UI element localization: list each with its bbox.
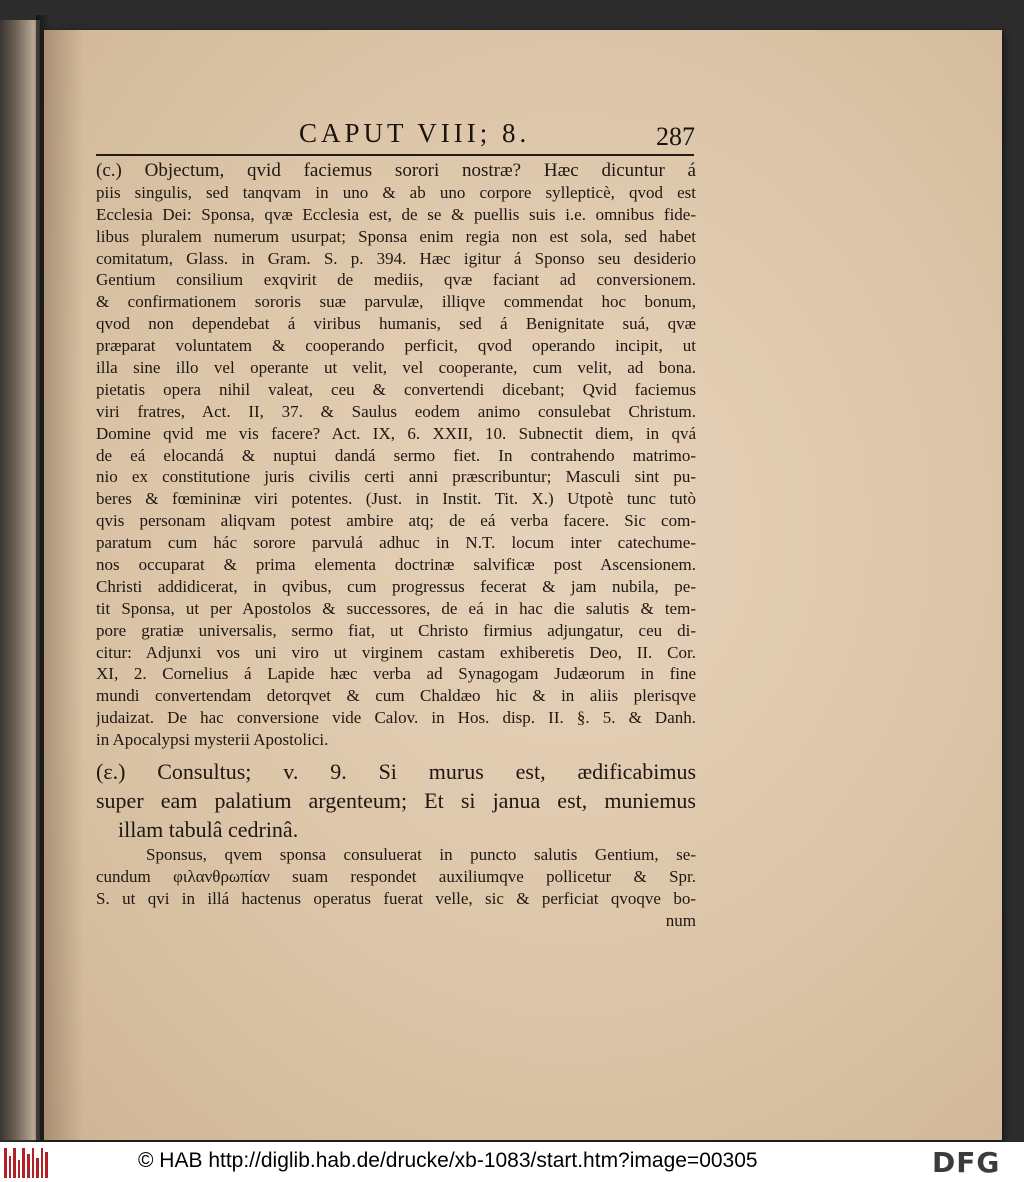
text-line: cundum φιλανθρωπίαν suam respondet auxiliumqve pollicetur & Spr. [96, 866, 696, 886]
text-line: XI, 2. Cornelius á Lapide hæc verba ad Synagogam Judæorum in fine [96, 664, 696, 684]
text-line: mundi convertendam detorqvet & cum Chaldæo hic & in aliis plerisqve [96, 686, 696, 706]
copyright-link[interactable]: © HAB http://diglib.hab.de/drucke/xb-1083/start.htm?image=00305 [138, 1149, 758, 1172]
text-line: qvod non dependebat á viribus humanis, sed á Benignitate suá, qvæ [96, 314, 696, 334]
text-line: viri fratres, Act. II, 37. & Saulus eodem animo consulebat Christum. [96, 401, 696, 421]
text-line: nio ex constitutione juris civilis certi anni præscribuntur; Masculi sint pu- [96, 467, 696, 487]
text-line: citur: Adjunxi vos uni viro ut virginem castam exhiberetis Deo, II. Cor. [96, 642, 696, 662]
adjacent-page-edge [0, 20, 40, 1140]
text-line: (c.) Objectum, qvid faciemus sorori nostræ? Hæc dicuntur á [96, 160, 696, 181]
text-line: Gentium consilium exqvirit de mediis, qvæ faciant ad conversionem. [96, 270, 696, 290]
page-gutter-shade [44, 30, 84, 1140]
running-head: CAPUT VIII; 8. [299, 118, 531, 148]
viewer-footer [0, 1142, 1024, 1182]
text-line: judaizat. De hac conversione vide Calov. in Hos. disp. II. §. 5. & Danh. [96, 708, 696, 728]
text-line: Domine qvid me vis facere? Act. IX, 6. XXII, 10. Subnectit diem, in qvá [96, 423, 696, 443]
text-line: in Apocalypsi mysterii Apostolici. [96, 730, 329, 750]
dfg-logo-icon[interactable]: DFG [932, 1146, 1001, 1179]
text-line: illa sine illo vel operante ut velit, vel cooperante, cum velit, ad bona. [96, 358, 696, 378]
text-line: Ecclesia Dei: Sponsa, qvæ Ecclesia est, de se & puellis suis i.e. omnibus fide- [96, 204, 696, 224]
text-line: tit Sponsa, ut per Apostolos & successores, de eá in hac die salutis & tem- [96, 598, 696, 618]
text-line: piis singulis, sed tanqvam in uno & ab uno corpore syllepticè, qvod est [96, 182, 696, 202]
text-line: qvis personam aliqvam potest ambire atq; de eá verba facere. Sic com- [96, 511, 696, 531]
text-line: beres & fœmininæ viri potentes. (Just. in Instit. Tit. X.) Utpotè tunc tutò [96, 489, 696, 509]
text-line: Sponsus, qvem sponsa consuluerat in puncto salutis Gentium, se- [146, 845, 696, 865]
text-line: libus pluralem numerum usurpat; Sponsa enim regia non est sola, sed habet [96, 226, 696, 246]
section-heading-line: super eam palatium argenteum; Et si janua est, muniemus [96, 788, 696, 814]
text-line: comitatum, Glass. in Gram. S. p. 394. Hæc igitur á Sponso seu desiderio [96, 248, 696, 268]
text-line: de eá elocandá & nuptui dandá sermo fiet. In contrahendo matrimo- [96, 445, 696, 465]
text-line: S. ut qvi in illá hactenus operatus fuerat velle, sic & perficiat qvoqve bo- [96, 888, 696, 908]
page-number: 287 [656, 122, 695, 151]
text-line: Christi addidicerat, in qvibus, cum progressus fecerat & jam nubila, pe- [96, 576, 696, 596]
text-line: paratum cum hác sorore parvulá adhuc in N.T. locum inter catechume- [96, 533, 696, 553]
text-line: & confirmationem sororis suæ parvulæ, illiqve commendat hoc bonum, [96, 292, 696, 312]
text-line: præparat voluntatem & cooperando perficit, qvod operando incipit, ut [96, 336, 696, 356]
text-line: pietatis opera nihil valeat, ceu & convertendi dicebant; Qvid faciemus [96, 379, 696, 399]
body-text [96, 160, 696, 932]
header-rule [96, 154, 694, 156]
catchword: num [665, 910, 696, 930]
hab-logo-icon[interactable] [4, 1146, 48, 1178]
section-heading-line: illam tabulâ cedrinâ. [118, 817, 299, 843]
text-line: pore gratiæ universalis, sermo fiat, ut Christo firmius adjungatur, ceu di- [96, 620, 696, 640]
book-page [44, 30, 1002, 1140]
section-heading-line: (ε.) Consultus; v. 9. Si murus est, ædificabimus [96, 759, 696, 785]
text-line: nos occuparat & prima elementa doctrinæ salvificæ post Ascensionem. [96, 555, 696, 575]
